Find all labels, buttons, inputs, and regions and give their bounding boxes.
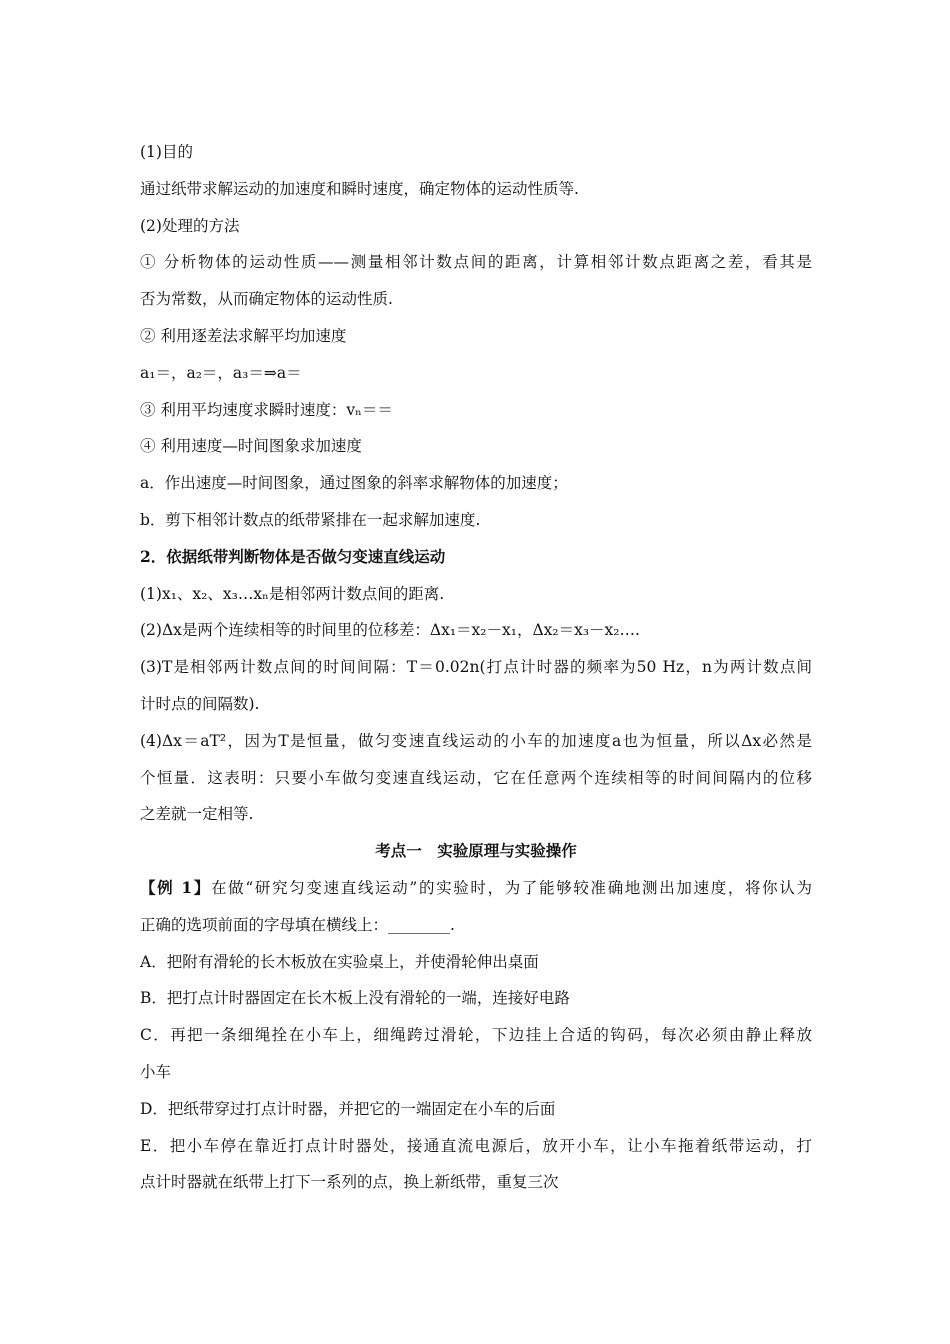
option-b: B．把打点计时器固定在长木板上没有滑轮的一端，连接好电路 [140, 989, 570, 1008]
option-e: E．把小车停在靠近打点计时器处，接通直流电源后，放开小车，让小车拖着纸带运动，打 [140, 1136, 812, 1155]
paragraph-judge-3-cont: 计时点的间隔数). [140, 694, 260, 713]
formula-acceleration: a₁＝，a₂＝，a₃＝⇒a＝ [140, 363, 302, 382]
option-c-cont: 小车 [140, 1062, 172, 1081]
paragraph-method-1: ① 分析物体的运动性质——测量相邻计数点间的距离，计算相邻计数点距离之差，看其是 [140, 253, 812, 272]
paragraph-method-3: ③ 利用平均速度求瞬时速度：vₙ＝＝ [140, 400, 393, 419]
paragraph-method-4b: b．剪下相邻计数点的纸带紧排在一起求解加速度. [140, 510, 481, 529]
paragraph-judge-4: (4)Δx＝aT²，因为T是恒量，做匀变速直线运动的小车的加速度a也为恒量，所以Δx必然是 [140, 731, 812, 750]
paragraph-method-4: ④ 利用速度—时间图象求加速度 [140, 437, 362, 456]
paragraph-method-2: ② 利用逐差法求解平均加速度 [140, 326, 347, 345]
paragraph-purpose: 通过纸带求解运动的加速度和瞬时速度，确定物体的运动性质等. [140, 179, 579, 198]
example-label: 【例 1】 [140, 877, 211, 897]
paragraph-method-1-cont: 否为常数，从而确定物体的运动性质. [140, 290, 393, 309]
paragraph-judge-3: (3)T是相邻两计数点间的时间间隔：T＝0.02n(打点计时器的频率为50 Hz，n为两计数点间 [140, 658, 812, 677]
option-e-cont: 点计时器就在纸带上打下一系列的点，换上新纸带，重复三次 [140, 1173, 559, 1192]
option-d: D．把纸带穿过打点计时器，并把它的一端固定在小车的后面 [140, 1099, 556, 1118]
heading-judge-motion: 2．依据纸带判断物体是否做匀变速直线运动 [140, 546, 446, 566]
option-c: C．再把一条细绳拴在小车上，细绳跨过滑轮，下边挂上合适的钩码，每次必须由静止释放 [140, 1026, 812, 1045]
paragraph-judge-4-cont: 个恒量．这表明：只要小车做匀变速直线运动，它在任意两个连续相等的时间间隔内的位移 [140, 768, 812, 787]
example-question-line-1 [140, 870, 812, 907]
example-question-text: 在做“研究匀变速直线运动”的实验时，为了能够较准确地测出加速度，将你认为 [211, 878, 812, 897]
document-page [140, 134, 812, 1201]
section-title: 考点一 实验原理与实验操作 [375, 841, 577, 861]
paragraph-judge-2: (2)Δx是两个连续相等的时间里的位移差：Δx₁＝x₂－x₁，Δx₂＝x₃－x₂…. [140, 621, 640, 640]
paragraph-judge-1: (1)x₁、x₂、x₃…xₙ是相邻两计数点间的距离. [140, 584, 445, 603]
paragraph-method-4a: a．作出速度—时间图象，通过图象的斜率求解物体的加速度； [140, 474, 568, 493]
option-a: A．把附有滑轮的长木板放在实验桌上，并使滑轮伸出桌面 [140, 952, 539, 971]
subheading-methods: (2)处理的方法 [140, 216, 240, 235]
example-question-line-2: 正确的选项前面的字母填在横线上：________. [140, 915, 455, 934]
subheading-purpose: (1)目的 [140, 143, 193, 161]
paragraph-judge-4-end: 之差就一定相等. [140, 805, 254, 824]
